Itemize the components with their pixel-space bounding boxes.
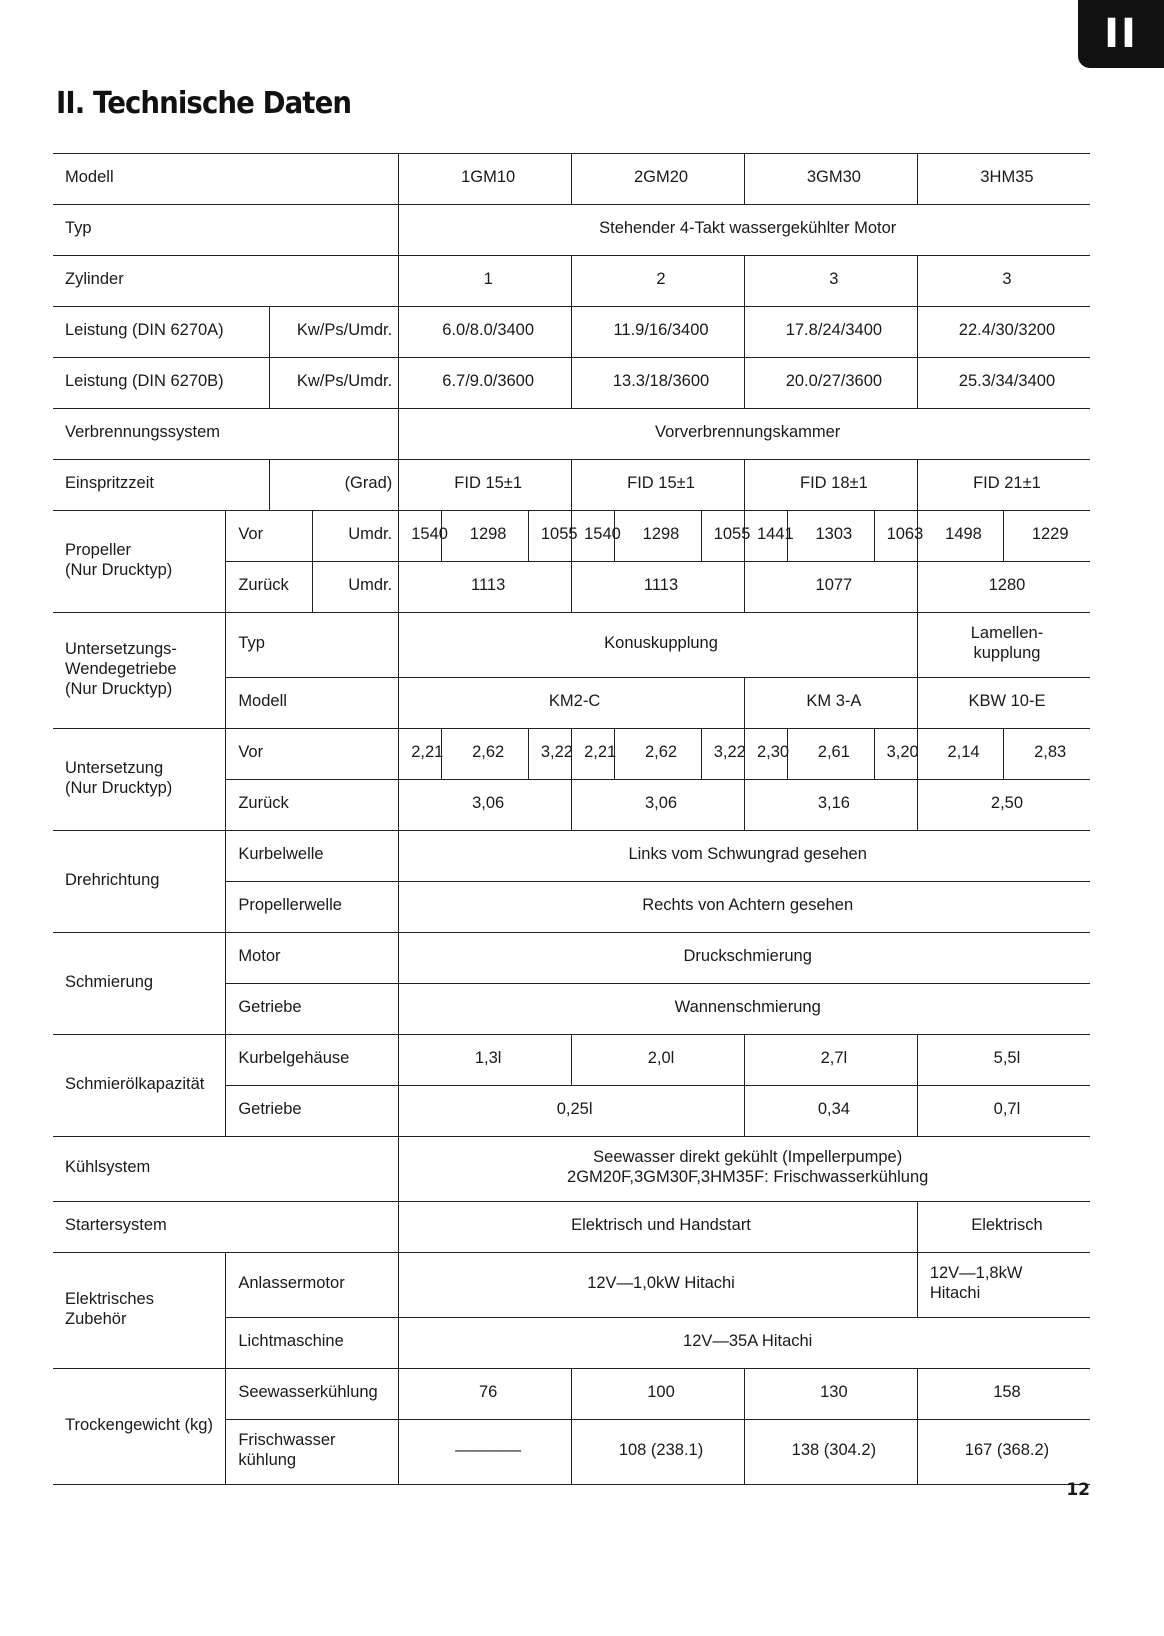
- table-cell: 3,22: [701, 729, 744, 780]
- table-cell: 1063: [874, 511, 917, 562]
- table-cell: Verbrennungssystem: [53, 409, 399, 460]
- table-cell: 3,22: [528, 729, 571, 780]
- table-cell: 6.7/9.0/3600: [399, 358, 572, 409]
- table-cell: 1GM10: [399, 154, 572, 205]
- table-cell: Seewasserkühlung: [226, 1369, 399, 1420]
- table-row: [53, 511, 1090, 562]
- table-cell: 3,16: [744, 780, 917, 831]
- table-cell: 2,14: [917, 729, 1003, 780]
- table-row: [53, 1137, 1090, 1202]
- table-cell: Getriebe: [226, 984, 399, 1035]
- table-cell: Typ: [53, 205, 399, 256]
- table-cell: Startersystem: [53, 1202, 399, 1253]
- table-row: [53, 154, 1090, 205]
- table-cell: Schmierung: [53, 933, 226, 1035]
- table-row: [53, 205, 1090, 256]
- table-cell: Rechts von Achtern gesehen: [399, 882, 1090, 933]
- table-cell: Anlassermotor: [226, 1253, 399, 1318]
- table-cell: FID 21±1: [917, 460, 1090, 511]
- table-row: [53, 933, 1090, 984]
- table-cell: 3,06: [572, 780, 745, 831]
- table-row: [53, 613, 1090, 678]
- table-cell: 2GM20: [572, 154, 745, 205]
- table-cell: Vorverbrennungskammer: [399, 409, 1090, 460]
- table-row: [53, 256, 1090, 307]
- table-cell: 130: [744, 1369, 917, 1420]
- table-cell: Umdr.: [312, 562, 399, 613]
- table-cell: Untersetzungs- Wendegetriebe (Nur Drucktyp): [53, 613, 226, 729]
- table-row: [53, 1202, 1090, 1253]
- table-cell: 3: [744, 256, 917, 307]
- table-cell: ————: [399, 1420, 572, 1485]
- table-cell: 2,50: [917, 780, 1090, 831]
- table-cell: 11.9/16/3400: [572, 307, 745, 358]
- table-cell: 22.4/30/3200: [917, 307, 1090, 358]
- table-cell: 1: [399, 256, 572, 307]
- table-cell: 12V—1,8kW Hitachi: [917, 1253, 1090, 1318]
- table-cell: Propellerwelle: [226, 882, 399, 933]
- table-cell: Stehender 4-Takt wassergekühlter Motor: [399, 205, 1090, 256]
- table-cell: 25.3/34/3400: [917, 358, 1090, 409]
- table-cell: 0,7l: [917, 1086, 1090, 1137]
- table-cell: FID 18±1: [744, 460, 917, 511]
- table-cell: Elektrisch und Handstart: [399, 1202, 918, 1253]
- table-cell: 3,06: [399, 780, 572, 831]
- table-cell: 2,62: [615, 729, 701, 780]
- table-cell: Typ: [226, 613, 399, 678]
- table-cell: Konuskupplung: [399, 613, 918, 678]
- table-cell: 3GM30: [744, 154, 917, 205]
- table-cell: 1303: [788, 511, 874, 562]
- table-cell: Frischwasser kühlung: [226, 1420, 399, 1485]
- table-cell: 1055: [528, 511, 571, 562]
- table-cell: 76: [399, 1369, 572, 1420]
- page-title: II. Technische Daten: [56, 86, 352, 121]
- table-cell: Kühlsystem: [53, 1137, 399, 1202]
- table-cell: Druckschmierung: [399, 933, 1090, 984]
- table-row: [53, 1369, 1090, 1420]
- table-cell: (Grad): [269, 460, 399, 511]
- table-cell: Modell: [53, 154, 399, 205]
- table-cell: 1498: [917, 511, 1003, 562]
- table-cell: Vor: [226, 729, 399, 780]
- table-cell: Zylinder: [53, 256, 399, 307]
- table-cell: 2,30: [744, 729, 787, 780]
- table-cell: Lamellen- kupplung: [917, 613, 1090, 678]
- table-cell: Kurbelgehäuse: [226, 1035, 399, 1086]
- table-cell: Trockengewicht (kg): [53, 1369, 226, 1485]
- table-cell: 0,34: [744, 1086, 917, 1137]
- table-cell: 2: [572, 256, 745, 307]
- table-cell: Leistung (DIN 6270A): [53, 307, 269, 358]
- table-cell: 2,21: [572, 729, 615, 780]
- table-row: [53, 409, 1090, 460]
- table-row: [53, 307, 1090, 358]
- table-cell: Propeller (Nur Drucktyp): [53, 511, 226, 613]
- table-cell: 12V—1,0kW Hitachi: [399, 1253, 918, 1318]
- table-cell: 2,61: [788, 729, 874, 780]
- table-cell: Seewasser direkt gekühlt (Impellerpumpe) 2GM20F,3GM30F,3HM35F: Frischwasserkühlung: [399, 1137, 1090, 1202]
- table-cell: Zurück: [226, 780, 399, 831]
- table-cell: 1280: [917, 562, 1090, 613]
- table-cell: Drehrichtung: [53, 831, 226, 933]
- table-cell: 20.0/27/3600: [744, 358, 917, 409]
- table-row: [53, 1253, 1090, 1318]
- table-row: [53, 1035, 1090, 1086]
- table-cell: 2,83: [1004, 729, 1090, 780]
- table-cell: Motor: [226, 933, 399, 984]
- table-cell: Einspritzzeit: [53, 460, 269, 511]
- table-cell: FID 15±1: [399, 460, 572, 511]
- table-cell: 100: [572, 1369, 745, 1420]
- table-cell: 1077: [744, 562, 917, 613]
- table-cell: 12V—35A Hitachi: [399, 1318, 1090, 1369]
- table-cell: Elektrisches Zubehör: [53, 1253, 226, 1369]
- table-cell: Links vom Schwungrad gesehen: [399, 831, 1090, 882]
- table-cell: 0,25l: [399, 1086, 745, 1137]
- table-cell: 3HM35: [917, 154, 1090, 205]
- table-cell: Kurbelwelle: [226, 831, 399, 882]
- table-cell: 167 (368.2): [917, 1420, 1090, 1485]
- table-cell: 3,20: [874, 729, 917, 780]
- table-cell: 17.8/24/3400: [744, 307, 917, 358]
- table-cell: 1441: [744, 511, 787, 562]
- table-cell: 1113: [399, 562, 572, 613]
- table-row: [53, 831, 1090, 882]
- table-cell: Leistung (DIN 6270B): [53, 358, 269, 409]
- table-cell: Getriebe: [226, 1086, 399, 1137]
- table-row: [53, 460, 1090, 511]
- table-cell: 13.3/18/3600: [572, 358, 745, 409]
- chapter-tab-marker: II: [1078, 0, 1164, 68]
- table-cell: 2,7l: [744, 1035, 917, 1086]
- table-cell: 138 (304.2): [744, 1420, 917, 1485]
- table-cell: 2,0l: [572, 1035, 745, 1086]
- table-cell: 1055: [701, 511, 744, 562]
- table-cell: Wannenschmierung: [399, 984, 1090, 1035]
- table-cell: Kw/Ps/Umdr.: [269, 307, 399, 358]
- table-cell: 108 (238.1): [572, 1420, 745, 1485]
- table-cell: 158: [917, 1369, 1090, 1420]
- table-cell: Lichtmaschine: [226, 1318, 399, 1369]
- table-cell: 1,3l: [399, 1035, 572, 1086]
- table-cell: 5,5l: [917, 1035, 1090, 1086]
- table-cell: 1298: [615, 511, 701, 562]
- table-cell: Untersetzung (Nur Drucktyp): [53, 729, 226, 831]
- table-row: [53, 358, 1090, 409]
- table-cell: Modell: [226, 678, 399, 729]
- table-cell: FID 15±1: [572, 460, 745, 511]
- table-cell: Elektrisch: [917, 1202, 1090, 1253]
- technical-data-table: [53, 153, 1090, 1485]
- table-cell: Vor: [226, 511, 312, 562]
- table-cell: Schmierölkapazität: [53, 1035, 226, 1137]
- table-cell: 2,62: [442, 729, 528, 780]
- table-row: [53, 729, 1090, 780]
- table-cell: KM2-C: [399, 678, 745, 729]
- page-number: 12: [1066, 1480, 1090, 1500]
- table-cell: Kw/Ps/Umdr.: [269, 358, 399, 409]
- table-cell: Umdr.: [312, 511, 399, 562]
- table-cell: 1540: [572, 511, 615, 562]
- table-cell: 1540: [399, 511, 442, 562]
- table-cell: 3: [917, 256, 1090, 307]
- table-cell: 1298: [442, 511, 528, 562]
- table-cell: 1113: [572, 562, 745, 613]
- table-cell: 2,21: [399, 729, 442, 780]
- technical-data-body: [53, 154, 1090, 1485]
- table-cell: KBW 10-E: [917, 678, 1090, 729]
- table-cell: KM 3-A: [744, 678, 917, 729]
- table-cell: Zurück: [226, 562, 312, 613]
- table-cell: 6.0/8.0/3400: [399, 307, 572, 358]
- table-cell: 1229: [1004, 511, 1090, 562]
